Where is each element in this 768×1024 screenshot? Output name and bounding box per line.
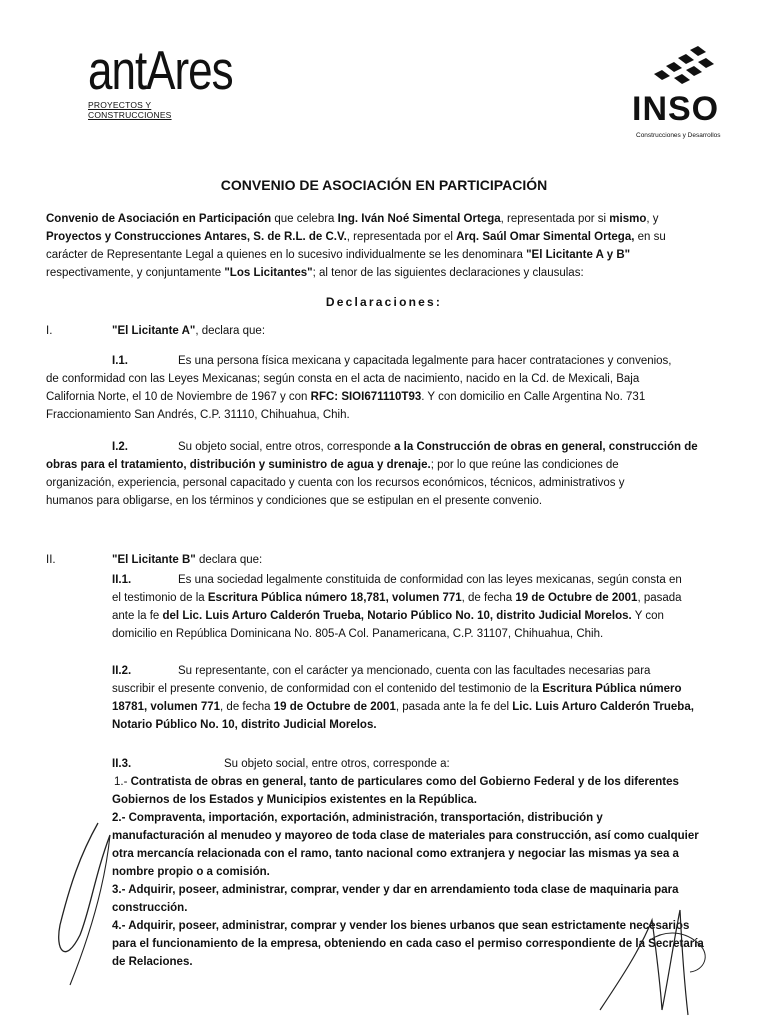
clause-text: RFC: SIOI671110T93 bbox=[310, 391, 422, 403]
list-item-text: de Relaciones. bbox=[112, 956, 193, 968]
handwritten-signature-right-icon bbox=[590, 900, 740, 1020]
intro-text: ; al tenor de las siguientes declaraciones y clausulas: bbox=[312, 267, 584, 279]
list-item-text: Contratista de obras en general, tanto de particulares como del Gobierno Federal y de los diferentes bbox=[130, 776, 679, 788]
list-item-number: 1.- bbox=[114, 776, 131, 788]
clause-text: humanos para obligarse, en los términos y condiciones que se estipulan en el presente convenio. bbox=[46, 495, 543, 507]
clause-text: . Y con domicilio en Calle Argentina No. 731 bbox=[421, 391, 646, 403]
section-text: , declara que: bbox=[195, 325, 266, 337]
clause-text: de conformidad con las Leyes Mexicanas; según consta en el acta de nacimiento, nacido en la Cd. de Mexicali, Baja bbox=[46, 373, 640, 385]
list-item-text: para el funcionamiento de la empresa, obteniendo en cada caso el permiso correspondiente de la Secretaría bbox=[112, 938, 704, 950]
section-ii-heading bbox=[46, 551, 738, 569]
intro-text: Ing. Iván Noé Simental Ortega bbox=[337, 213, 501, 225]
declaraciones-heading: Declaraciones: bbox=[325, 295, 443, 309]
clause-text: Y con bbox=[631, 610, 664, 622]
list-item-text: manufacturación al menudeo y mayoreo de toda clase de materiales para construcción, así como cualquier bbox=[112, 830, 699, 842]
clause-number: I.1. bbox=[112, 355, 128, 367]
section-party: "El Licitante B" bbox=[112, 554, 196, 566]
antares-logo-tagline: PROYECTOS Y CONSTRUCCIONES bbox=[88, 100, 172, 120]
clause-number: II.2. bbox=[112, 665, 132, 677]
antares-logo-name: antAres bbox=[88, 40, 233, 102]
clause-ii-1 bbox=[112, 571, 738, 643]
section-number: II. bbox=[46, 554, 56, 566]
clause-text: , pasada ante la fe del bbox=[395, 701, 513, 713]
intro-text: , representada por si bbox=[500, 213, 610, 225]
intro-text: en su bbox=[634, 231, 666, 243]
inso-logo-tagline: Construcciones y Desarrollos bbox=[636, 132, 721, 139]
intro-text: "El Licitante A y B" bbox=[526, 249, 631, 261]
clause-text: del Lic. Luis Arturo Calderón Trueba, Notario Público No. 10, distrito Judicial Morelos. bbox=[162, 610, 632, 622]
list-item-text: Gobiernos de los Estados y Municipios existentes en la República. bbox=[112, 794, 477, 806]
intro-text: carácter de Representante Legal a quienes en lo sucesivo individualmente se les denominara bbox=[46, 249, 527, 261]
document-title: CONVENIO DE ASOCIACIÓN EN PARTICIPACIÓN bbox=[220, 177, 548, 193]
clause-text: Su representante, con el carácter ya mencionado, cuenta con las facultades necesarias para bbox=[178, 665, 651, 677]
inso-logo-mark-icon bbox=[646, 46, 716, 90]
section-party: "El Licitante A" bbox=[112, 325, 196, 337]
clause-text: Escritura Pública número 18,781, volumen 771 bbox=[207, 592, 462, 604]
intro-text: , y bbox=[646, 213, 659, 225]
intro-text: Arq. Saúl Omar Simental Ortega, bbox=[456, 231, 635, 243]
clause-text: Fraccionamiento San Andrés, C.P. 31110, Chihuahua, Chih. bbox=[46, 409, 350, 421]
antares-logo bbox=[88, 40, 233, 120]
clause-text: Notario Público No. 10, distrito Judicial Morelos. bbox=[112, 719, 377, 731]
handwritten-signature-left-icon bbox=[50, 815, 120, 990]
inso-logo bbox=[628, 46, 744, 150]
intro-text: "Los Licitantes" bbox=[224, 267, 313, 279]
list-item-text: 4.- Adquirir, poseer, administrar, comprar y vender los bienes urbanos que sean estrictamente necesarios bbox=[112, 920, 690, 932]
clause-text: Su objeto social, entre otros, corresponde bbox=[178, 441, 395, 453]
section-text: declara que: bbox=[195, 554, 263, 566]
clause-text: California Norte, el 10 de Noviembre de 1967 y con bbox=[46, 391, 311, 403]
clause-ii-2 bbox=[112, 662, 738, 734]
list-item-text: nombre propio o a comisión. bbox=[112, 866, 270, 878]
list-item-text: construcción. bbox=[112, 902, 188, 914]
intro-text: Convenio de Asociación en Participación bbox=[46, 213, 272, 225]
clause-number: I.2. bbox=[112, 441, 128, 453]
clause-text: Lic. Luis Arturo Calderón Trueba, bbox=[512, 701, 694, 713]
clause-text: domicilio en República Dominicana No. 805-A Col. Panamericana, C.P. 31107, Chihuahua, Chih. bbox=[112, 628, 604, 640]
clause-text: el testimonio de la bbox=[112, 592, 208, 604]
list-item-text: 2.- Compraventa, importación, exportación, administración, transportación, distribución y bbox=[112, 812, 603, 824]
clause-text: ante la fe bbox=[112, 610, 163, 622]
clause-text: 19 de Octubre de 2001 bbox=[273, 701, 396, 713]
intro-text: , representada por el bbox=[346, 231, 457, 243]
intro-paragraph bbox=[46, 210, 738, 282]
clause-text: a la Construcción de obras en general, construcción de bbox=[394, 441, 698, 453]
clause-number: II.3. bbox=[112, 758, 132, 770]
clause-text: , pasada bbox=[637, 592, 682, 604]
clause-text: organización, experiencia, personal capacitado y cuenta con los recursos económicos, técnicos, administrativos y bbox=[46, 477, 625, 489]
list-item-text: 3.- Adquirir, poseer, administrar, comprar, vender y dar en arrendamiento toda clase de maquinaria para bbox=[112, 884, 679, 896]
clause-text: Escritura Pública número bbox=[542, 683, 682, 695]
clause-text: Su objeto social, entre otros, corresponde a: bbox=[224, 758, 450, 770]
intro-text: respectivamente, y conjuntamente bbox=[46, 267, 225, 279]
clause-number: II.1. bbox=[112, 574, 132, 586]
section-i-heading bbox=[46, 322, 738, 340]
clause-text: Es una persona física mexicana y capacitada legalmente para hacer contrataciones y convenios, bbox=[178, 355, 672, 367]
intro-text: mismo bbox=[609, 213, 647, 225]
intro-text: que celebra bbox=[271, 213, 338, 225]
clause-i-2 bbox=[46, 438, 738, 510]
clause-text: suscribir el presente convenio, de conformidad con el contenido del testimonio de la bbox=[112, 683, 543, 695]
clause-text: ; por lo que reúne las condiciones de bbox=[430, 459, 619, 471]
clause-text: , de fecha bbox=[220, 701, 274, 713]
clause-text: , de fecha bbox=[461, 592, 516, 604]
clause-text: 19 de Octubre de 2001 bbox=[515, 592, 638, 604]
clause-text: 18781, volumen 771 bbox=[112, 701, 221, 713]
clause-text: Es una sociedad legalmente constituida de conformidad con las leyes mexicanas, según consta en bbox=[178, 574, 682, 586]
clause-i-1 bbox=[46, 352, 738, 424]
intro-text: Proyectos y Construcciones Antares, S. de R.L. de C.V. bbox=[46, 231, 347, 243]
section-number: I. bbox=[46, 325, 53, 337]
list-item-text: otra mercancía relacionada con el ramo, tanto nacional como extranjera y negociar las mismas ya sea a bbox=[112, 848, 679, 860]
clause-text: obras para el tratamiento, distribución y suministro de agua y drenaje. bbox=[46, 459, 431, 471]
inso-logo-name: INSO bbox=[632, 90, 720, 128]
